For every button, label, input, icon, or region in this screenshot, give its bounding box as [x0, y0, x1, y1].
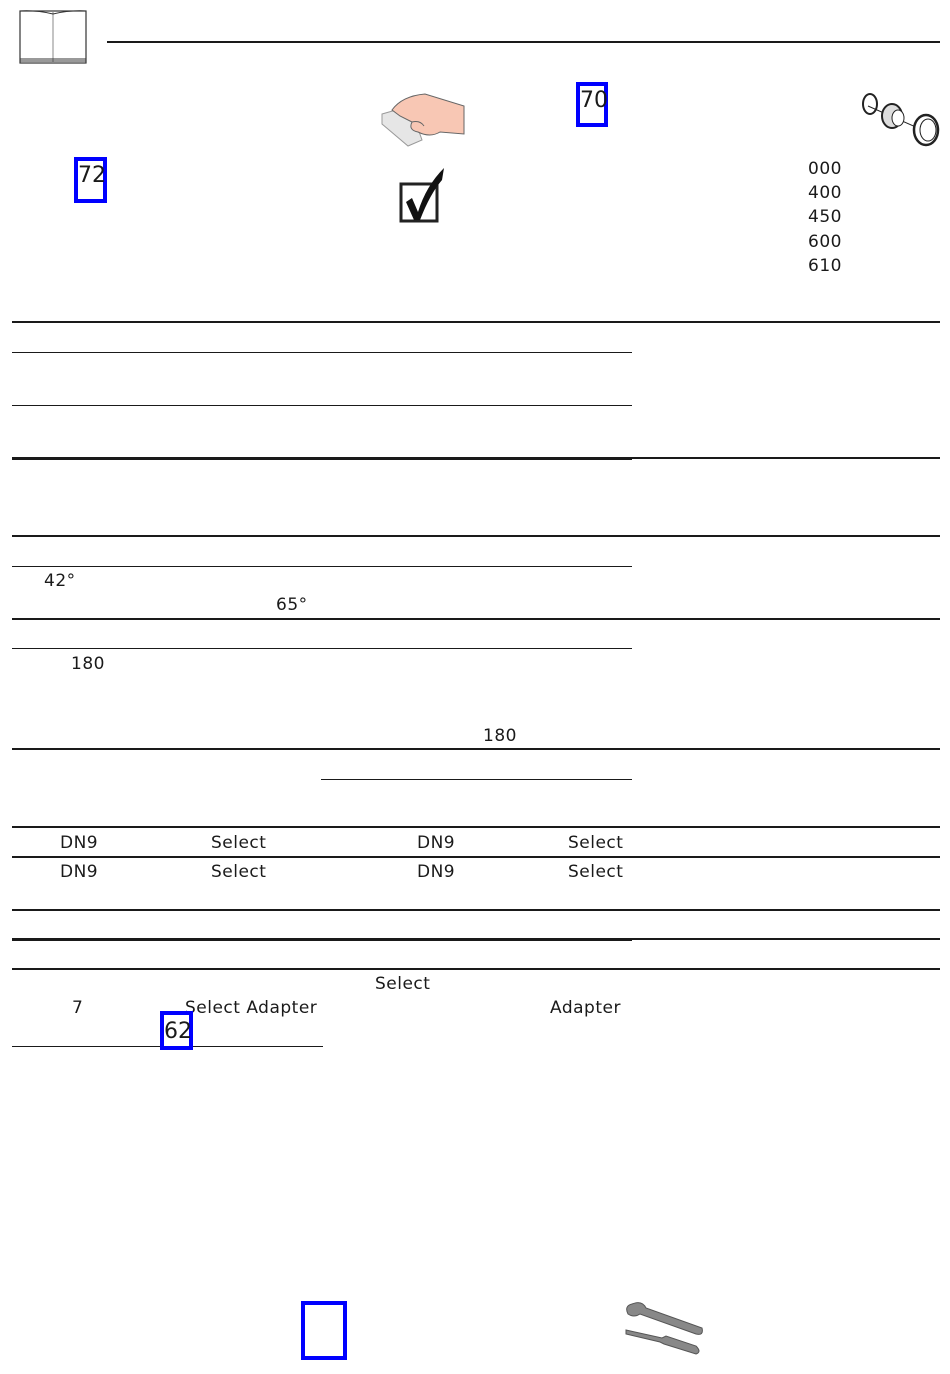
book-icon: [19, 10, 87, 66]
conn-r0-c3: DN9: [417, 833, 456, 853]
rule: [12, 321, 940, 323]
rule: [12, 405, 632, 406]
conn-r0-c4: Select: [568, 833, 624, 853]
conn-r0-c1: DN9: [60, 833, 99, 853]
parts-icon: [858, 92, 942, 148]
rule: [12, 352, 632, 353]
dimension-180-b: 180: [483, 726, 517, 746]
code-0: 000: [808, 159, 842, 179]
code-4: 610: [808, 256, 842, 276]
select-adapter-label: Select Adapter: [185, 998, 318, 1018]
marker-70: 70: [576, 82, 608, 127]
rule: [12, 909, 940, 911]
rule: [12, 535, 940, 537]
adapter-select: Select: [375, 974, 431, 994]
rule: [12, 748, 940, 750]
adapter-number: 7: [72, 998, 84, 1018]
conn-r1-c3: DN9: [417, 862, 456, 882]
rule: [12, 968, 940, 970]
dimension-180-a: 180: [71, 654, 105, 674]
rule: [321, 779, 632, 780]
marker-62: 62: [160, 1011, 193, 1050]
code-3: 600: [808, 232, 842, 252]
rule: [12, 648, 632, 649]
conn-r1-c1: DN9: [60, 862, 99, 882]
code-2: 450: [808, 207, 842, 227]
conn-r0-c2: Select: [211, 833, 267, 853]
adapter-label: Adapter: [550, 998, 621, 1018]
angle-42: 42°: [44, 571, 76, 591]
rule: [12, 826, 940, 828]
checkbox-checked-icon: [398, 166, 448, 224]
conn-r1-c4: Select: [568, 862, 624, 882]
rule: [12, 940, 632, 941]
rule: [12, 856, 940, 858]
angle-65: 65°: [276, 595, 308, 615]
tools-icon: [622, 1300, 706, 1358]
empty-marker: [301, 1301, 347, 1360]
header-rule: [107, 41, 940, 43]
rule: [12, 459, 632, 460]
marker-72: 72: [74, 157, 107, 203]
rule: [12, 618, 940, 620]
hand-cleaning-icon: [380, 92, 466, 148]
rule: [12, 566, 632, 567]
code-1: 400: [808, 183, 842, 203]
conn-r1-c2: Select: [211, 862, 267, 882]
